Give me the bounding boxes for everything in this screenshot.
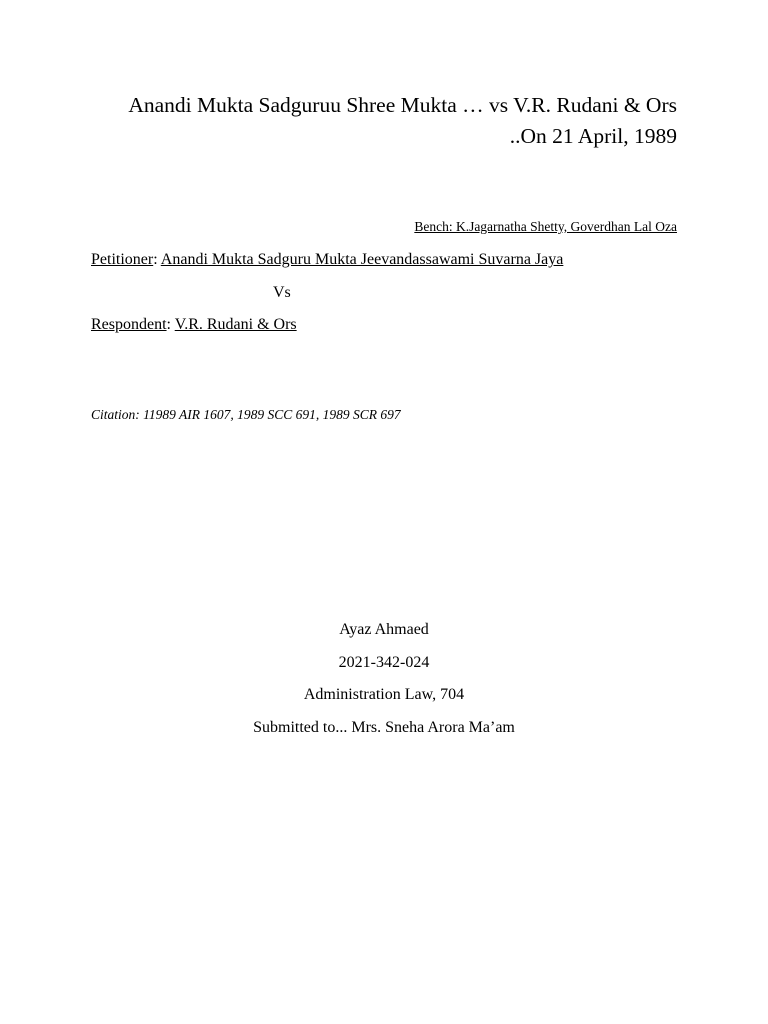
title-line-1: Anandi Mukta Sadguruu Shree Mukta … vs V.R. Rudani & Ors (128, 93, 677, 117)
document-title (57, 90, 677, 152)
author-name: Ayaz Ahmaed (339, 621, 429, 638)
author-roll-number: 2021-342-024 (338, 653, 430, 671)
respondent-name: V.R. Rudani & Ors (174, 316, 297, 333)
submitted-to: Submitted to... Mrs. Sneha Arora Ma’am (253, 718, 515, 736)
author-block (0, 614, 768, 744)
respondent-line (91, 316, 297, 334)
versus-text: Vs (273, 284, 291, 301)
title-line-2: ..On 21 April, 1989 (509, 124, 677, 148)
respondent-separator: : (166, 316, 175, 333)
petitioner-label: Petitioner (91, 251, 154, 268)
petitioner-name: Anandi Mukta Sadguru Mukta Jeevandassawami Suvarna Jaya (160, 251, 564, 268)
petitioner-line (91, 251, 563, 269)
course-name: Administration Law, 704 (303, 686, 465, 703)
petitioner-separator: : (153, 251, 161, 268)
bench-line: Bench: K.Jagarnatha Shetty, Goverdhan Lal Oza (414, 219, 677, 234)
citation-line: Citation: 11989 AIR 1607, 1989 SCC 691, 1989 SCR 697 (91, 407, 401, 422)
respondent-label: Respondent (91, 316, 167, 333)
